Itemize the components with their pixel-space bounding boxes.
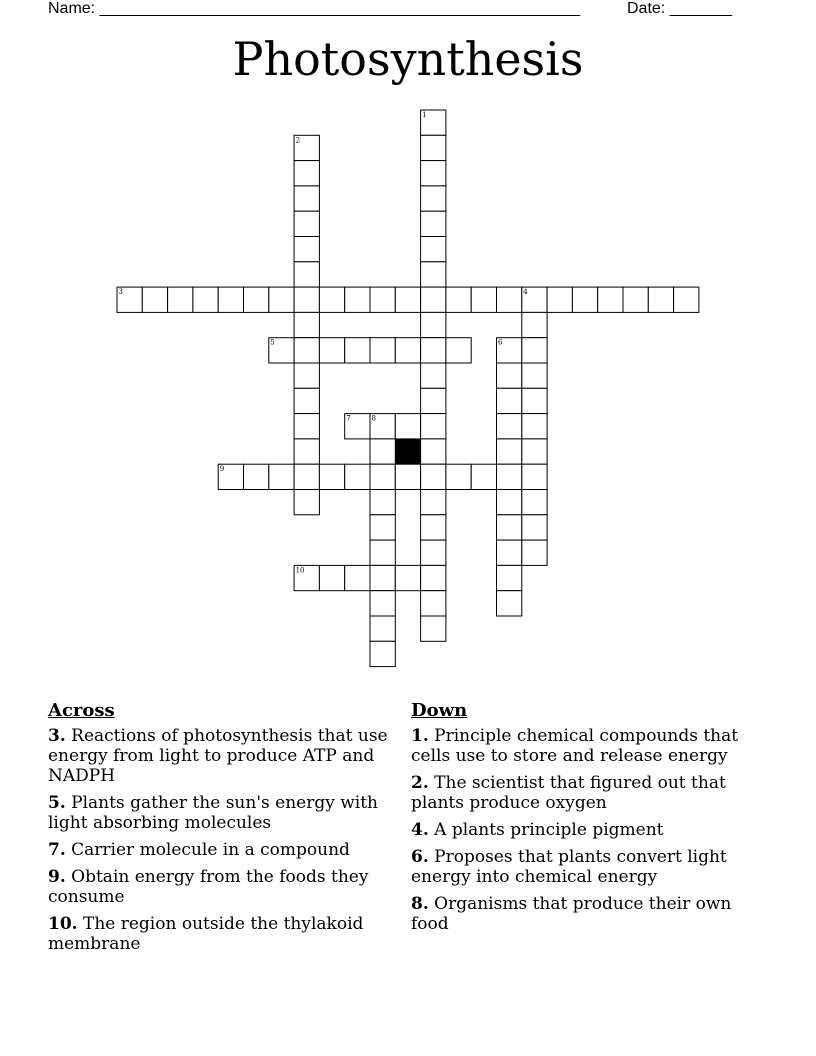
crossword-cell[interactable] bbox=[319, 338, 344, 363]
cell-number: 9 bbox=[219, 465, 225, 474]
cell-number: 7 bbox=[346, 414, 351, 423]
clue-down-2 bbox=[411, 773, 756, 813]
crossword-cell[interactable] bbox=[497, 363, 522, 388]
crossword-cell[interactable] bbox=[497, 490, 522, 515]
clue-text: A plants principle pigment bbox=[434, 820, 664, 840]
crossword-cell[interactable] bbox=[497, 591, 522, 616]
crossword-cell[interactable] bbox=[421, 464, 446, 489]
cell-number: 4 bbox=[523, 288, 528, 297]
crossword-cell[interactable] bbox=[294, 237, 319, 262]
crossword-cell[interactable] bbox=[497, 414, 522, 439]
clue-number: 3. bbox=[48, 726, 66, 746]
cell-number: 8 bbox=[371, 414, 376, 423]
crossword-cell[interactable] bbox=[572, 287, 597, 312]
crossword-cell[interactable] bbox=[370, 464, 395, 489]
clue-number: 7. bbox=[48, 840, 66, 860]
crossword-cell[interactable] bbox=[370, 439, 395, 464]
crossword-cell[interactable] bbox=[471, 464, 496, 489]
crossword-cell[interactable] bbox=[421, 414, 446, 439]
crossword-cell[interactable] bbox=[547, 287, 572, 312]
crossword-cell[interactable] bbox=[269, 464, 294, 489]
clue-across-3 bbox=[48, 726, 393, 786]
clue-number: 8. bbox=[411, 894, 429, 914]
clue-text: Reactions of photosynthesis that use energy from light to produce ATP and NADPH bbox=[48, 726, 388, 786]
crossword-cell[interactable] bbox=[522, 312, 547, 337]
crossword-cell[interactable] bbox=[319, 287, 344, 312]
crossword-cell[interactable] bbox=[522, 490, 547, 515]
crossword-cell[interactable] bbox=[370, 540, 395, 565]
crossword-cell[interactable] bbox=[193, 287, 218, 312]
crossword-cell[interactable] bbox=[421, 540, 446, 565]
clue-text: Principle chemical compounds that cells use to store and release energy bbox=[411, 726, 739, 766]
crossword-cell[interactable] bbox=[421, 287, 446, 312]
crossword-cell[interactable] bbox=[294, 363, 319, 388]
clue-number: 1. bbox=[411, 726, 429, 746]
crossword-cell[interactable] bbox=[294, 464, 319, 489]
crossword-cell[interactable] bbox=[421, 591, 446, 616]
crossword-cell[interactable] bbox=[421, 616, 446, 641]
crossword-cell[interactable] bbox=[522, 338, 547, 363]
crossword-cell[interactable] bbox=[218, 287, 243, 312]
down-heading: Down bbox=[411, 700, 468, 721]
crossword-cell[interactable] bbox=[497, 540, 522, 565]
crossword-cell[interactable] bbox=[421, 439, 446, 464]
crossword-cell[interactable] bbox=[674, 287, 699, 312]
crossword-cell[interactable] bbox=[421, 312, 446, 337]
across-heading: Across bbox=[48, 700, 115, 721]
crossword-cell[interactable] bbox=[319, 565, 344, 590]
crossword-cell[interactable] bbox=[421, 161, 446, 186]
clue-text: The region outside the thylakoid membrane bbox=[48, 914, 364, 954]
crossword-cell[interactable] bbox=[421, 565, 446, 590]
cell-number: 2 bbox=[295, 136, 301, 145]
crossword-cell[interactable] bbox=[294, 287, 319, 312]
crossword-cell[interactable] bbox=[294, 439, 319, 464]
crossword-cell[interactable] bbox=[168, 287, 193, 312]
clue-across-9 bbox=[48, 867, 393, 907]
crossword-cell[interactable] bbox=[395, 338, 420, 363]
crossword-cell[interactable] bbox=[319, 464, 344, 489]
crossword-cell[interactable] bbox=[395, 464, 420, 489]
crossword-cell[interactable] bbox=[446, 338, 471, 363]
clue-text: The scientist that figured out that plants produce oxygen bbox=[411, 773, 726, 813]
crossword-cell[interactable] bbox=[294, 211, 319, 236]
crossword-cell[interactable] bbox=[522, 439, 547, 464]
clue-text: Organisms that produce their own food bbox=[411, 894, 732, 934]
crossword-cell[interactable] bbox=[345, 464, 370, 489]
crossword-cell[interactable] bbox=[421, 338, 446, 363]
cell-number: 3 bbox=[118, 288, 123, 297]
crossword-cell[interactable] bbox=[142, 287, 167, 312]
clue-across-7 bbox=[48, 840, 393, 860]
crossword-cell[interactable] bbox=[522, 363, 547, 388]
crossword-cell[interactable] bbox=[370, 565, 395, 590]
clue-text: Obtain energy from the foods they consume bbox=[48, 867, 369, 907]
cell-number: 1 bbox=[422, 111, 427, 119]
crossword-cell[interactable] bbox=[648, 287, 673, 312]
crossword-cell[interactable] bbox=[370, 616, 395, 641]
black-block bbox=[395, 439, 420, 464]
crossword-cell[interactable] bbox=[421, 186, 446, 211]
crossword-cell[interactable] bbox=[421, 135, 446, 160]
clue-number: 2. bbox=[411, 773, 429, 793]
crossword-cell[interactable] bbox=[370, 338, 395, 363]
clue-down-4 bbox=[411, 820, 756, 840]
crossword-cell[interactable] bbox=[294, 262, 319, 287]
crossword-cell[interactable] bbox=[294, 338, 319, 363]
crossword-cell[interactable] bbox=[497, 287, 522, 312]
crossword-cell[interactable] bbox=[623, 287, 648, 312]
clue-text: Carrier molecule in a compound bbox=[71, 840, 350, 860]
crossword-cell[interactable] bbox=[395, 287, 420, 312]
crossword-cell[interactable] bbox=[370, 515, 395, 540]
clue-down-1 bbox=[411, 726, 756, 766]
crossword-cell[interactable] bbox=[421, 515, 446, 540]
clue-down-6 bbox=[411, 847, 756, 887]
crossword-cell[interactable] bbox=[294, 161, 319, 186]
crossword-cell[interactable] bbox=[421, 490, 446, 515]
clue-number: 10. bbox=[48, 914, 78, 934]
crossword-cell[interactable] bbox=[345, 338, 370, 363]
crossword-cell[interactable] bbox=[497, 565, 522, 590]
clue-down-8 bbox=[411, 894, 756, 934]
crossword-cell[interactable] bbox=[421, 237, 446, 262]
clue-across-5 bbox=[48, 793, 393, 833]
crossword-cell[interactable] bbox=[421, 388, 446, 413]
crossword-cell[interactable] bbox=[395, 414, 420, 439]
crossword-cell[interactable] bbox=[370, 287, 395, 312]
crossword-cell[interactable] bbox=[497, 464, 522, 489]
crossword-cell[interactable] bbox=[345, 287, 370, 312]
clue-number: 6. bbox=[411, 847, 429, 867]
crossword-cell[interactable] bbox=[497, 388, 522, 413]
crossword-cell[interactable] bbox=[294, 414, 319, 439]
crossword-cell[interactable] bbox=[522, 540, 547, 565]
crossword-cell[interactable] bbox=[370, 490, 395, 515]
crossword-cell[interactable] bbox=[345, 565, 370, 590]
page-title: Photosynthesis bbox=[232, 32, 584, 86]
crossword-cell[interactable] bbox=[522, 464, 547, 489]
crossword-cell[interactable] bbox=[421, 211, 446, 236]
crossword-cell[interactable] bbox=[395, 565, 420, 590]
crossword-cell[interactable] bbox=[294, 490, 319, 515]
crossword-cell[interactable] bbox=[497, 515, 522, 540]
crossword-cell[interactable] bbox=[598, 287, 623, 312]
crossword-cell[interactable] bbox=[294, 312, 319, 337]
clue-text: Proposes that plants convert light energy into chemical energy bbox=[411, 847, 727, 887]
crossword-cell[interactable] bbox=[294, 388, 319, 413]
date-field[interactable]: Date: _______ bbox=[627, 0, 732, 17]
crossword-cell[interactable] bbox=[446, 464, 471, 489]
crossword-cell[interactable] bbox=[244, 287, 269, 312]
clue-number: 9. bbox=[48, 867, 66, 887]
crossword-cell[interactable] bbox=[497, 439, 522, 464]
clue-number: 4. bbox=[411, 820, 429, 840]
crossword-cell[interactable] bbox=[522, 388, 547, 413]
crossword-cell[interactable] bbox=[294, 186, 319, 211]
crossword-cell[interactable] bbox=[421, 262, 446, 287]
cell-number: 5 bbox=[270, 338, 275, 347]
clue-across-10 bbox=[48, 914, 393, 954]
crossword-cell[interactable] bbox=[421, 363, 446, 388]
crossword-cell[interactable] bbox=[244, 464, 269, 489]
name-field[interactable]: Name: ______________________________________________________ bbox=[48, 0, 581, 17]
crossword-cell[interactable] bbox=[522, 414, 547, 439]
cell-number: 10 bbox=[295, 566, 305, 575]
crossword-cell[interactable] bbox=[471, 287, 496, 312]
clue-number: 5. bbox=[48, 793, 66, 813]
cell-number: 6 bbox=[498, 338, 503, 347]
crossword-cell[interactable] bbox=[370, 641, 395, 666]
crossword-cell[interactable] bbox=[522, 515, 547, 540]
across-clues bbox=[48, 701, 393, 961]
down-clues bbox=[411, 701, 756, 941]
clue-text: Plants gather the sun's energy with light absorbing molecules bbox=[48, 793, 378, 833]
crossword-cell[interactable] bbox=[446, 287, 471, 312]
crossword-cell[interactable] bbox=[370, 591, 395, 616]
crossword-cell[interactable] bbox=[269, 287, 294, 312]
